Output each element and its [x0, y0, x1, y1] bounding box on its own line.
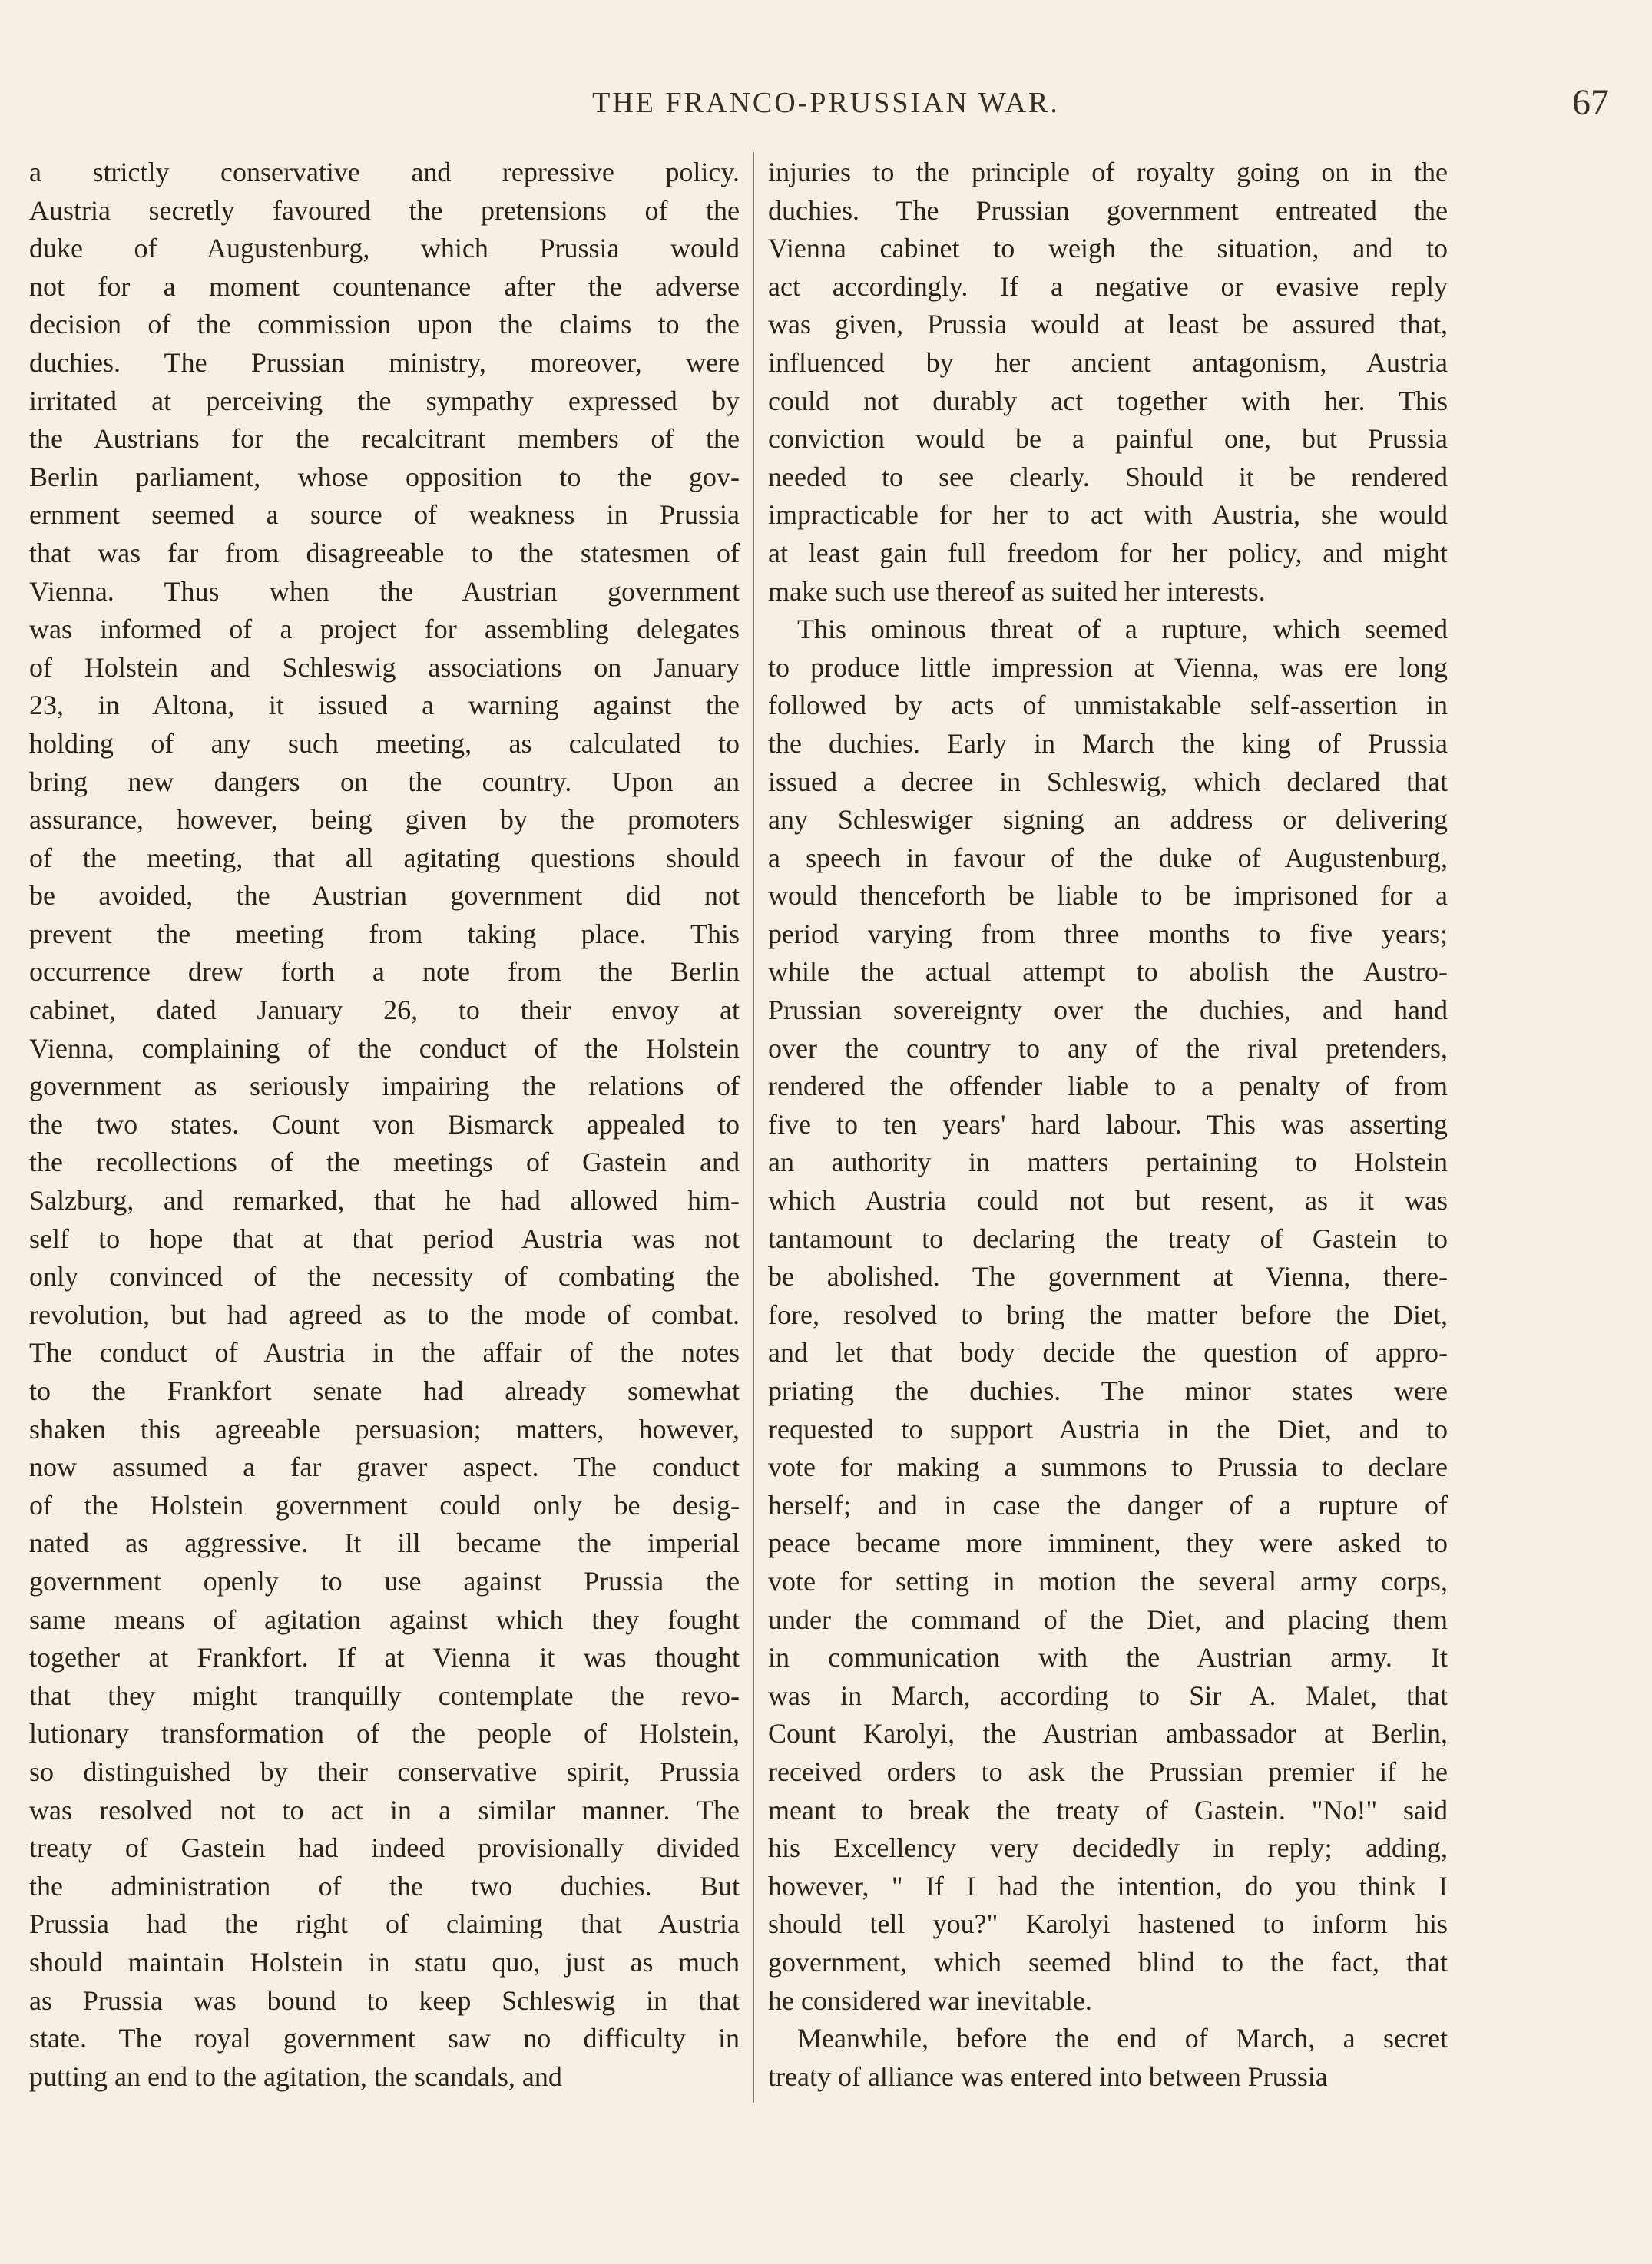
text-line: at least gain full freedom for her policy, and might — [768, 537, 1448, 568]
text-line: should tell you?" Karolyi hastened to inform his — [768, 1908, 1448, 1940]
text-line: nated as aggressive. It ill became the imperial — [29, 1528, 740, 1559]
text-line: Berlin parliament, whose opposition to the gov- — [29, 461, 740, 492]
text-line: occurrence drew forth a note from the Berlin — [29, 956, 740, 988]
text-line: Meanwhile, before the end of March, a secret — [797, 2023, 1448, 2054]
text-line: the duchies. Early in March the king of Prussia — [768, 727, 1448, 759]
text-line: assurance, however, being given by the promoters — [29, 804, 740, 836]
text-line: in communication with the Austrian army. It — [768, 1642, 1448, 1673]
text-line: however, " If I had the intention, do you think I — [768, 1870, 1448, 1902]
text-line: to the Frankfort senate had already somewhat — [29, 1375, 740, 1406]
text-line: the recollections of the meetings of Gastein and — [29, 1147, 740, 1178]
text-line: holding of any such meeting, as calculated to — [29, 727, 740, 759]
text-line: under the command of the Diet, and placing them — [768, 1604, 1448, 1635]
text-line: followed by acts of unmistakable self-assertion in — [768, 690, 1448, 721]
text-line: be abolished. The government at Vienna, there- — [768, 1261, 1448, 1293]
text-line: requested to support Austria in the Diet, and to — [768, 1413, 1448, 1445]
text-line: irritated at perceiving the sympathy expressed by — [29, 385, 740, 416]
text-line: to produce little impression at Vienna, was ere long — [768, 651, 1448, 683]
text-line: that they might tranquilly contemplate the revo- — [29, 1680, 740, 1711]
text-line: same means of agitation against which they fought — [29, 1604, 740, 1635]
text-line: government, which seemed blind to the fact, that — [768, 1946, 1448, 1978]
text-line: the two states. Count von Bismarck appealed to — [29, 1108, 740, 1140]
text-line: meant to break the treaty of Gastein. "No!" said — [768, 1794, 1448, 1825]
text-line: Austria secretly favoured the pretensions of the — [29, 194, 740, 226]
text-line: over the country to any of the rival pretenders, — [768, 1032, 1448, 1064]
text-line: Vienna. Thus when the Austrian government — [29, 575, 740, 607]
text-line: decision of the commission upon the claims to the — [29, 309, 740, 340]
text-line: was in March, according to Sir A. Malet, that — [768, 1680, 1448, 1711]
text-line: self to hope that at that period Austria was not — [29, 1223, 740, 1254]
text-line: peace became more imminent, they were asked to — [768, 1528, 1448, 1559]
text-line: treaty of alliance was entered into between Prussia — [768, 2060, 1328, 2092]
text-line: fore, resolved to bring the matter before the Diet, — [768, 1299, 1448, 1330]
page-number: 67 — [1572, 82, 1609, 123]
text-line: The conduct of Austria in the affair of the notes — [29, 1337, 740, 1369]
text-line: an authority in matters pertaining to Holstein — [768, 1147, 1448, 1178]
text-line: of the meeting, that all agitating questions should — [29, 842, 740, 873]
text-line: Prussia had the right of claiming that Austria — [29, 1908, 740, 1940]
text-line: that was far from disagreeable to the statesmen of — [29, 537, 740, 568]
text-line: Count Karolyi, the Austrian ambassador at Berlin, — [768, 1718, 1448, 1749]
text-line: was informed of a project for assembling delegates — [29, 614, 740, 645]
text-line: shaken this agreeable persuasion; matters, however, — [29, 1413, 740, 1445]
text-line: rendered the offender liable to a penalty of from — [768, 1071, 1448, 1102]
text-line: which Austria could not but resent, as it was — [768, 1185, 1448, 1216]
text-line: would thenceforth be liable to be imprisoned for a — [768, 880, 1448, 912]
text-line: together at Frankfort. If at Vienna it was thought — [29, 1642, 740, 1673]
text-line: received orders to ask the Prussian premier if he — [768, 1756, 1448, 1787]
text-line: could not durably act together with her. This — [768, 385, 1448, 416]
text-line: vote for making a summons to Prussia to declare — [768, 1451, 1448, 1483]
text-line: only convinced of the necessity of combating the — [29, 1261, 740, 1293]
text-line: influenced by her ancient antagonism, Austria — [768, 346, 1448, 378]
column-rule — [753, 152, 754, 2103]
text-line: was given, Prussia would at least be assured that, — [768, 309, 1448, 340]
text-line: while the actual attempt to abolish the Austro- — [768, 956, 1448, 988]
text-line: putting an end to the agitation, the scandals, and — [29, 2060, 562, 2092]
text-line: so distinguished by their conservative spirit, Prussia — [29, 1756, 740, 1787]
text-line: act accordingly. If a negative or evasive reply — [768, 270, 1448, 302]
text-line: bring new dangers on the country. Upon an — [29, 766, 740, 797]
text-line: duke of Augustenburg, which Prussia would — [29, 233, 740, 264]
text-line: government as seriously impairing the relations of — [29, 1071, 740, 1102]
text-line: tantamount to declaring the treaty of Gastein to — [768, 1223, 1448, 1254]
text-line: the Austrians for the recalcitrant members of the — [29, 423, 740, 455]
text-line: Prussian sovereignty over the duchies, and hand — [768, 995, 1448, 1026]
text-line: be avoided, the Austrian government did not — [29, 880, 740, 912]
text-line: Vienna, complaining of the conduct of the Holstein — [29, 1032, 740, 1064]
running-head — [31, 82, 1621, 132]
text-line: priating the duchies. The minor states were — [768, 1375, 1448, 1406]
running-title: THE FRANCO-PRUSSIAN WAR. — [592, 87, 1060, 119]
text-line: not for a moment countenance after the adverse — [29, 270, 740, 302]
text-line: ernment seemed a source of weakness in Prussia — [29, 499, 740, 531]
text-line: herself; and in case the danger of a rupture of — [768, 1489, 1448, 1521]
text-line: impracticable for her to act with Austria, she would — [768, 499, 1448, 531]
text-line: needed to see clearly. Should it be rendered — [768, 461, 1448, 492]
text-line: should maintain Holstein in statu quo, just as much — [29, 1946, 740, 1978]
text-line: of the Holstein government could only be desig- — [29, 1489, 740, 1521]
text-line: prevent the meeting from taking place. This — [29, 918, 740, 949]
text-line: issued a decree in Schleswig, which declared that — [768, 766, 1448, 797]
text-line: now assumed a far graver aspect. The conduct — [29, 1451, 740, 1483]
text-line: five to ten years' hard labour. This was asserting — [768, 1108, 1448, 1140]
text-line: period varying from three months to five years; — [768, 918, 1448, 949]
text-line: duchies. The Prussian ministry, moreover, were — [29, 346, 740, 378]
text-line: This ominous threat of a rupture, which seemed — [797, 614, 1448, 645]
text-line: Salzburg, and remarked, that he had allowed him- — [29, 1185, 740, 1216]
left-column — [29, 154, 740, 2135]
text-line: 23, in Altona, it issued a warning against the — [29, 690, 740, 721]
text-line: of Holstein and Schleswig associations on January — [29, 651, 740, 683]
text-line: a speech in favour of the duke of Augustenburg, — [768, 842, 1448, 873]
text-line: conviction would be a painful one, but Prussia — [768, 423, 1448, 455]
text-line: the administration of the two duchies. But — [29, 1870, 740, 1902]
text-line: as Prussia was bound to keep Schleswig in that — [29, 1984, 740, 2016]
text-line: vote for setting in motion the several army corps, — [768, 1565, 1448, 1597]
text-line: government openly to use against Prussia the — [29, 1565, 740, 1597]
text-line: his Excellency very decidedly in reply; adding, — [768, 1832, 1448, 1864]
text-line: state. The royal government saw no difficulty in — [29, 2023, 740, 2054]
text-line: duchies. The Prussian government entreated the — [768, 194, 1448, 226]
text-line: he considered war inevitable. — [768, 1984, 1092, 2016]
text-line: was resolved not to act in a similar manner. The — [29, 1794, 740, 1825]
text-line: revolution, but had agreed as to the mode of combat. — [29, 1299, 740, 1330]
text-line: any Schleswiger signing an address or delivering — [768, 804, 1448, 836]
text-line: treaty of Gastein had indeed provisionally divided — [29, 1832, 740, 1864]
text-line: injuries to the principle of royalty going on in the — [768, 157, 1448, 187]
right-column — [768, 154, 1448, 2135]
text-line: Vienna cabinet to weigh the situation, and to — [768, 233, 1448, 264]
text-line: a strictly conservative and repressive policy. — [29, 157, 740, 187]
text-line: cabinet, dated January 26, to their envoy at — [29, 995, 740, 1026]
text-line: make such use thereof as suited her interests. — [768, 575, 1266, 607]
text-line: and let that body decide the question of appro- — [768, 1337, 1448, 1369]
text-line: lutionary transformation of the people of Holstein, — [29, 1718, 740, 1749]
